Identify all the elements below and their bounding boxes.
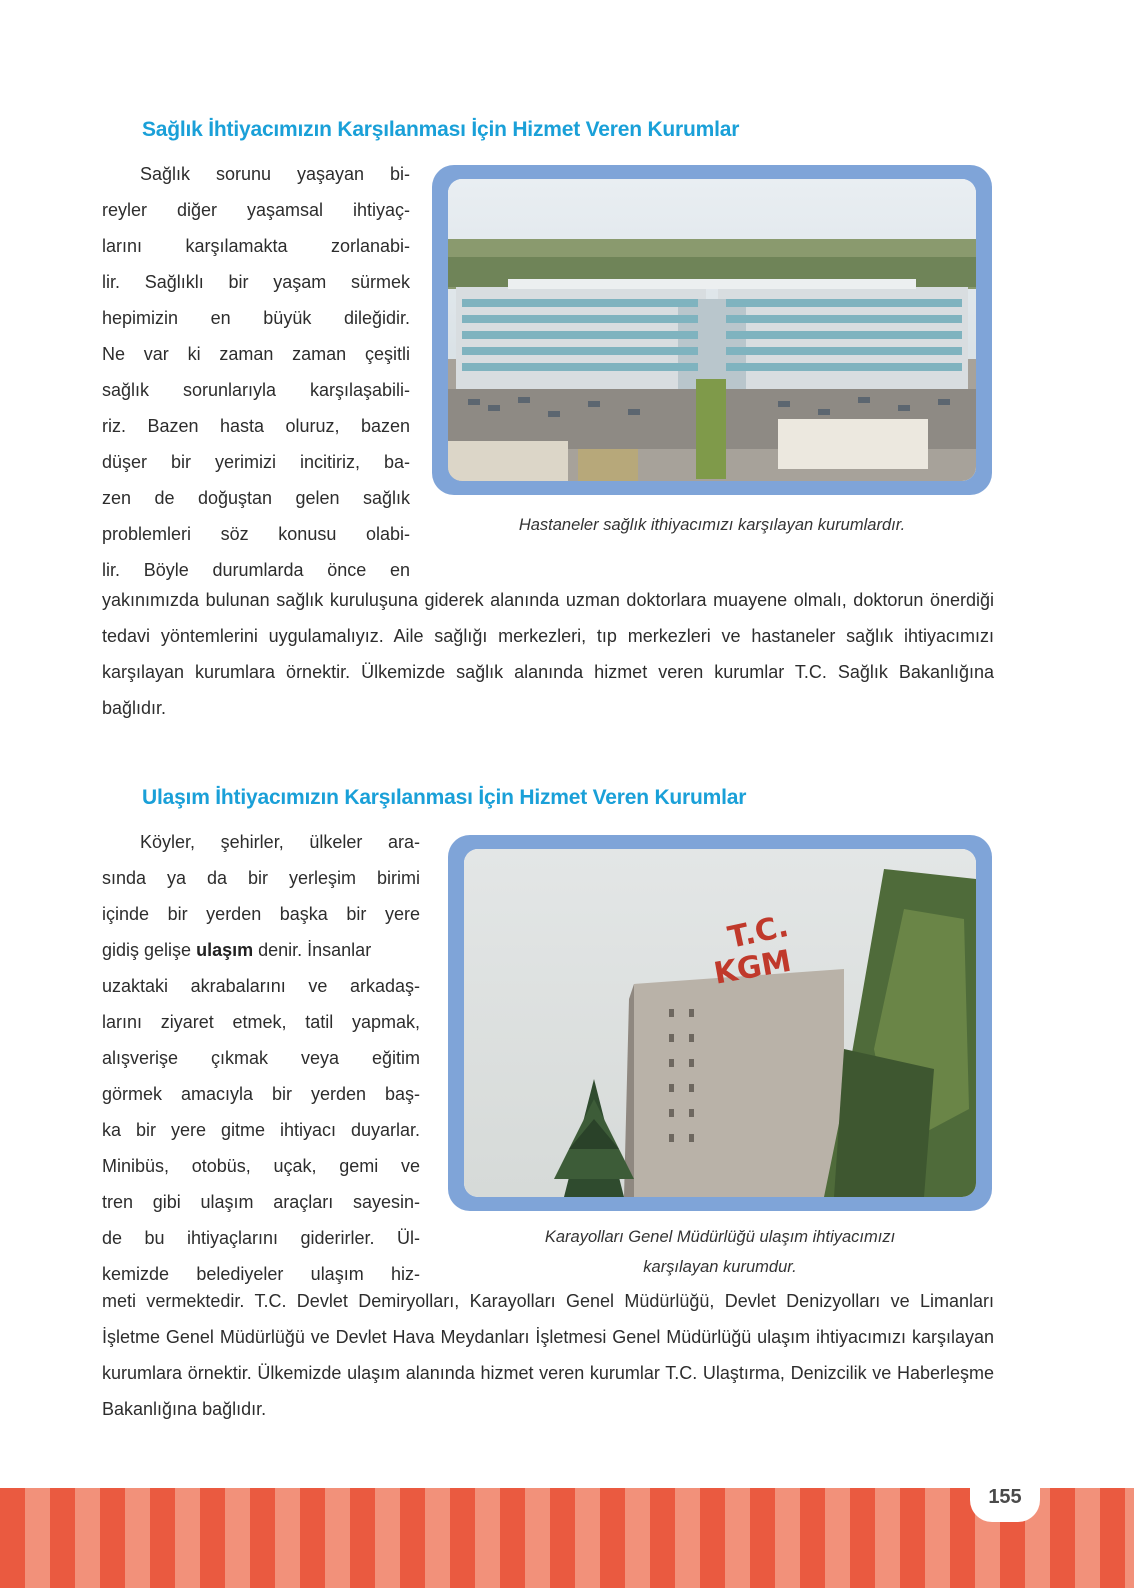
text-line: Minibüs, otobüs, uçak, gemi ve xyxy=(102,1156,420,1176)
text-fragment: denir. İnsanlar xyxy=(253,940,372,960)
text-line: içinde bir yerden başka bir yere xyxy=(102,904,420,924)
text-line: uzaktaki akrabalarını ve arkadaş- xyxy=(102,976,420,996)
caption-line: Karayolları Genel Müdürlüğü ulaşım ihtiyacımızı xyxy=(544,1228,896,1246)
text-line: lir. Böyle durumlarda önce en xyxy=(102,560,410,580)
hospital-photo xyxy=(448,179,976,481)
text-line: kemizde belediyeler ulaşım hiz- xyxy=(102,1264,420,1284)
text-line: tren gibi ulaşım araçları sayesin- xyxy=(102,1192,420,1212)
text-line: sağlık sorunlarıyla karşılaşabili- xyxy=(102,380,410,400)
building-sign-kgm: KGM xyxy=(711,943,794,992)
page-number: 155 xyxy=(988,1486,1022,1508)
text-line: sında ya da bir yerleşim birimi xyxy=(102,868,420,888)
text-line: zen de doğuştan gelen sağlık xyxy=(102,488,410,508)
text-line: Köyler, şehirler, ülkeler ara- xyxy=(140,832,420,852)
building-sign-tc: T.C. xyxy=(724,908,792,956)
kgm-photo-frame xyxy=(448,835,992,1211)
hospital-caption: Hastaneler sağlık ithiyacımızı karşılayan kurumlardır. xyxy=(518,516,906,534)
footer-stripes xyxy=(0,1488,1134,1588)
text-line: görmek amacıyla bir yerden baş- xyxy=(102,1084,420,1104)
text-line: larını ziyaret etmek, tatil yapmak, xyxy=(102,1012,420,1032)
text-line: alışverişe çıkmak veya eğitim xyxy=(102,1048,420,1068)
section-heading-health: Sağlık İhtiyacımızın Karşılanması İçin Hizmet Veren Kurumlar xyxy=(142,118,740,141)
text-line: larını karşılamakta zorlanabi- xyxy=(102,236,410,256)
keyword-ulasim: ulaşım xyxy=(196,940,254,960)
health-full-paragraph: yakınımızda bulunan sağlık kuruluşuna giderek alanında uzman doktorlara muayene olmalı, doktorun önerdiği tedavi yöntemlerini uygulamalıyız. Aile sağlığı merkezleri, tıp merkezleri ve hastaneler sağlık ihtiyacımızı karşılayan kurumlara örnektir. Ülkemizde sağlık alanında hizmet veren kurumlar T.C. Sağlık Bakanlığına bağlıdır. xyxy=(102,590,994,718)
text-line: hepimizin en büyük dileğidir. xyxy=(102,308,410,328)
text-line xyxy=(102,932,420,968)
text-fragment: gidiş gelişe xyxy=(102,940,192,960)
section-heading-transport: Ulaşım İhtiyacımızın Karşılanması İçin Hizmet Veren Kurumlar xyxy=(142,786,747,809)
text-line: ka bir yere gitme ihtiyacı duyarlar. xyxy=(102,1120,420,1140)
health-side-paragraph xyxy=(102,156,410,588)
text-line: Sağlık sorunu yaşayan bi- xyxy=(140,164,410,184)
text-line: problemleri söz konusu olabi- xyxy=(102,524,410,544)
text-line: reyler diğer yaşamsal ihtiyaç- xyxy=(102,200,410,220)
text-line: lir. Sağlıklı bir yaşam sürmek xyxy=(102,272,410,292)
kgm-caption xyxy=(448,1222,992,1282)
text-line: riz. Bazen hasta oluruz, bazen xyxy=(102,416,410,436)
transport-full-paragraph: meti vermektedir. T.C. Devlet Demiryolları, Karayolları Genel Müdürlüğü, Devlet Denizyolları ve Limanları İşletme Genel Müdürlüğü ve Devlet Hava Meydanları İşletmesi Genel Müdürlüğü ulaşım ihtiyacımızı karşılayan kurumlara örnektir. Ülkemizde ulaşım alanında hizmet veren kurumlar T.C. Ulaştırma, Denizcilik ve Haberleşme Bakanlığına bağlıdır. xyxy=(102,1291,994,1419)
hospital-photo-frame xyxy=(432,165,992,495)
caption-line: karşılayan kurumdur. xyxy=(643,1258,797,1276)
transport-side-paragraph xyxy=(102,824,420,1292)
text-line: de bu ihtiyaçlarını giderirler. Ül- xyxy=(102,1228,420,1248)
kgm-building-photo xyxy=(464,849,976,1197)
text-line: Ne var ki zaman zaman çeşitli xyxy=(102,344,410,364)
text-line: düşer bir yerimizi incitiriz, ba- xyxy=(102,452,410,472)
